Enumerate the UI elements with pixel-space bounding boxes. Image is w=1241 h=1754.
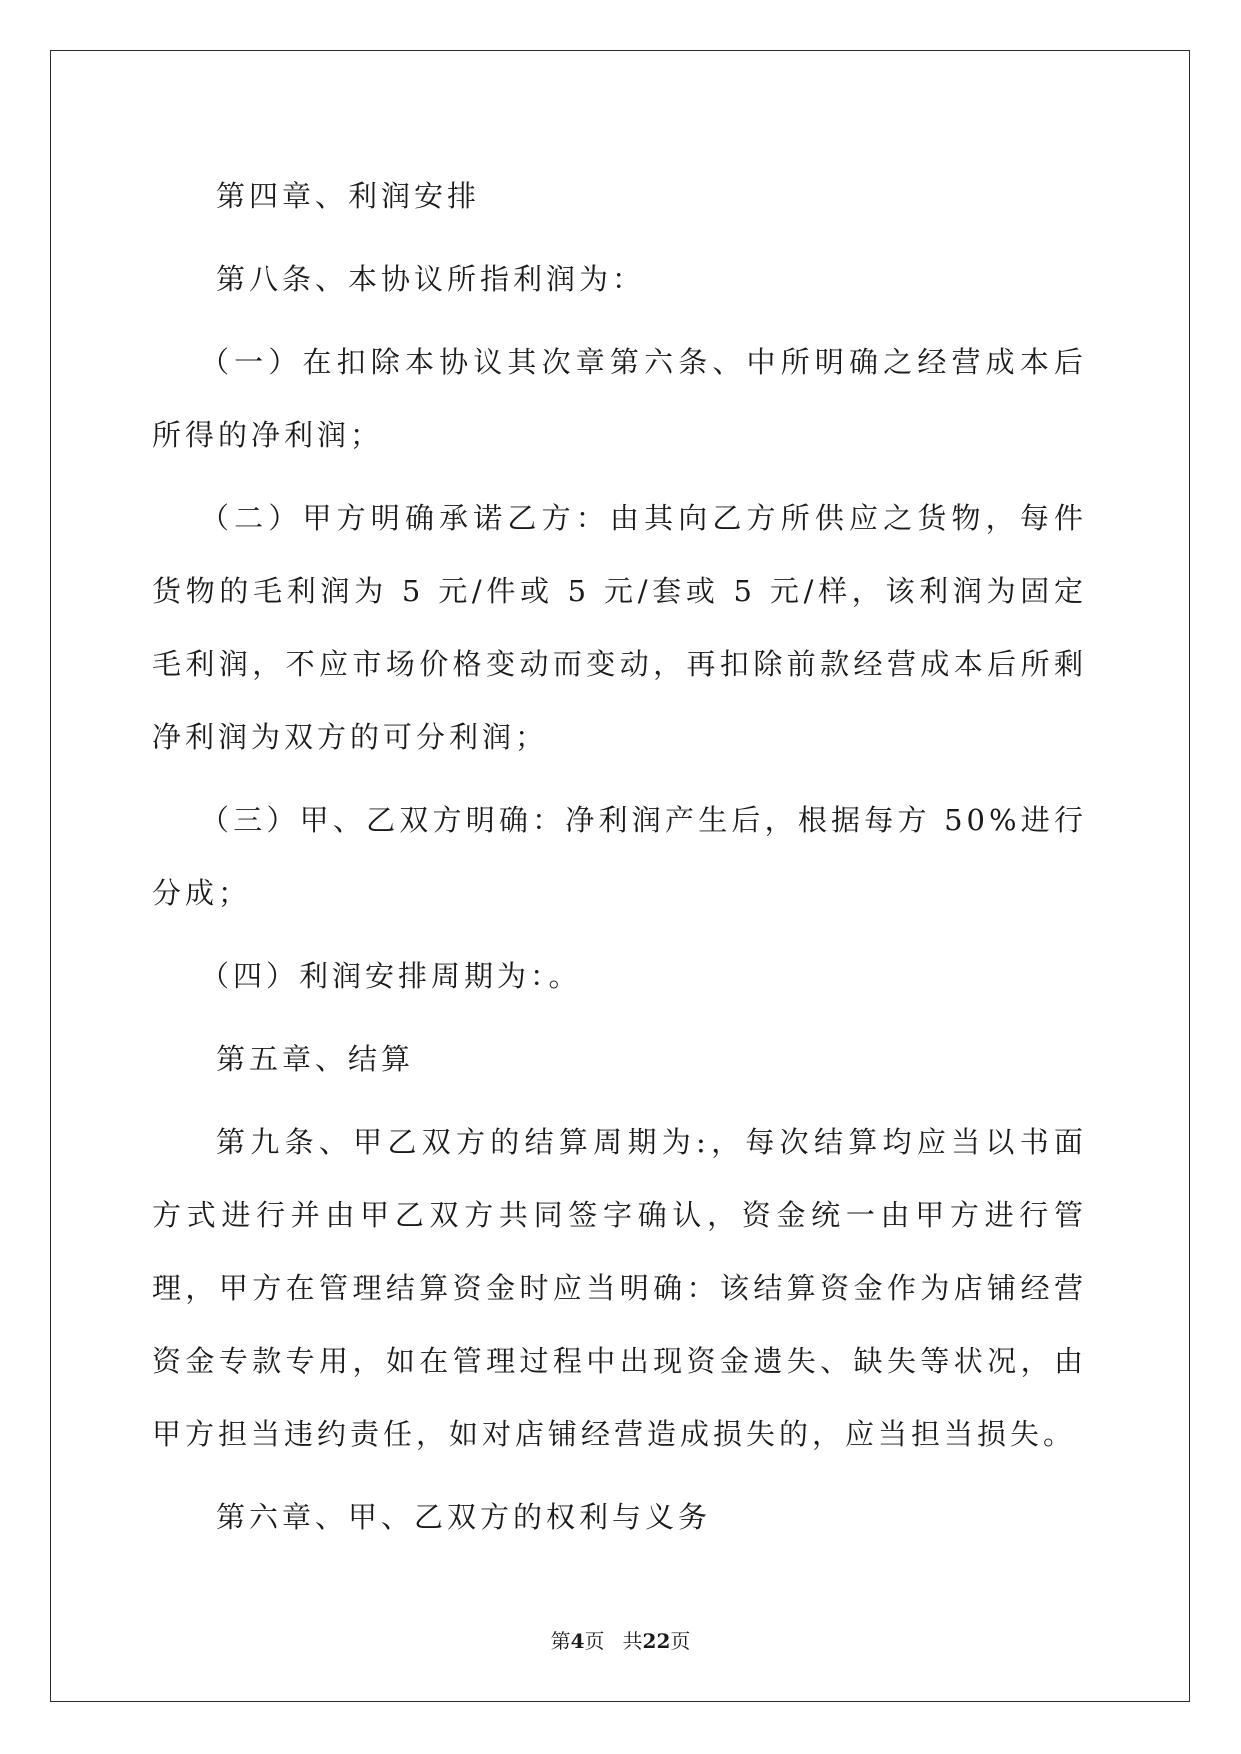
footer-page-word: 页: [584, 1629, 605, 1653]
chapter-heading-5: 第五章、结算: [216, 1042, 415, 1076]
chapter-heading-6: 第六章、甲、乙双方的权利与义务: [216, 1500, 712, 1534]
chapter-heading-4: 第四章、利润安排: [216, 179, 481, 213]
document-body: [152, 160, 1087, 1564]
article-9: 第九条、甲乙双方的结算周期为:，每次结算均应当以书面方式进行并由甲乙双方共同签字确认，资金统一由甲方进行管理，甲方在管理结算资金时应当明确：该结算资金作为店铺经营资金专款专用，如在管理过程中出现资金遗失、缺失等状况，由甲方担当违约责任，如对店铺经营造成损失的，应当担当损失。: [152, 1125, 1087, 1451]
article-8-item-3: （三）甲、乙双方明确：净利润产生后，根据每方 50%进行分成；: [152, 803, 1087, 910]
article-8: 第八条、本协议所指利润为：: [216, 262, 646, 296]
footer-total-prefix: 共: [622, 1629, 643, 1653]
article-8-item-4: （四）利润安排周期为：。: [200, 959, 582, 993]
footer-prefix: 第: [550, 1629, 571, 1653]
total-pages-number: 22: [642, 1629, 671, 1653]
page-footer: [0, 1625, 1241, 1654]
current-page-number: 4: [570, 1629, 585, 1653]
footer-total-suffix: 页: [670, 1629, 691, 1653]
article-8-item-2: （二）甲方明确承诺乙方：由其向乙方所供应之货物，每件货物的毛利润为 5 元/件或 5 元/套或 5 元/样，该利润为固定毛利润，不应市场价格变动而变动，再扣除前款经营成本后所剩净利润为双方的可分利润；: [152, 501, 1087, 754]
article-8-item-1: （一）在扣除本协议其次章第六条、中所明确之经营成本后所得的净利润；: [152, 345, 1087, 452]
